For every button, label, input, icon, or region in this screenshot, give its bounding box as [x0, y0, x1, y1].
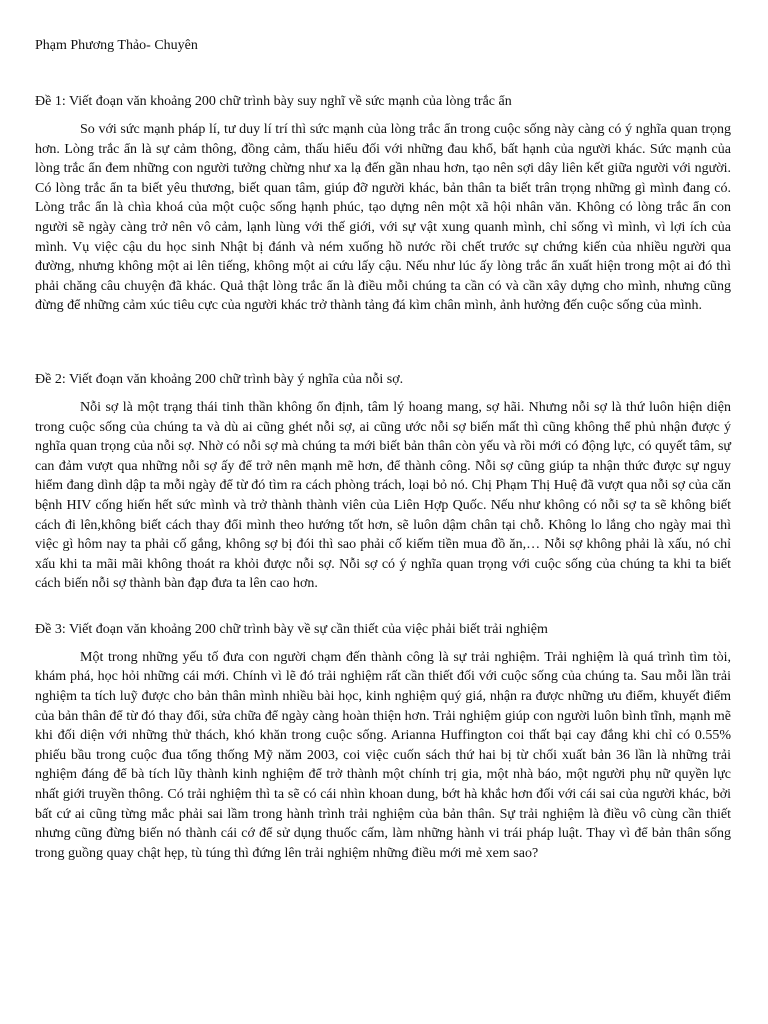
essay-body-2: Nỗi sợ là một trạng thái tinh thần không ổn định, tâm lý hoang mang, sợ hãi. Nhưng nỗi sợ là thứ luôn hiện diện trong cuộc sống của chúng ta và dù ai cũng ghét nỗi sợ, ai cũng ước nỗi sợ biến mất thì cũng không thể phủ nhận được ý nghĩa quan trọng của nỗi sợ. Nhờ có nỗi sợ mà chúng ta mới biết bản thân còn yếu và rồi mới có động lực, có quyết tâm, sự can đảm vượt qua những nỗi sợ ấy để trở nên mạnh mẽ hơn, để thành công. Nỗi sợ cũng giúp ta nhận thức được sự nguy hiểm đang dình dập ta mỗi ngày để từ đó tìm ra cách phòng trách, loại bỏ nó. Chị Phạm Thị Huệ đã vượt qua nỗi sợ của căn bệnh HIV cống hiến hết sức mình và trở thành thành viên của Liên Hợp Quốc. Nếu như không có nỗi sợ ta sẽ không biết cách đi lên,không biết cách thay đổi mình theo hướng tốt hơn, sẽ luôn dậm chân tại chỗ. Không lo lắng cho ngày mai thì việc gì hôm nay ta phải cố gắng, không sợ bị đói thì sao phải cố kiếm tiền mua đồ ăn,… Nỗi sợ không phải là xấu, nó chỉ xấu khi ta mãi mãi không thoát ra khỏi được nỗi sợ. Nỗi sợ có ý nghĩa quan trọng với cuộc sống của chúng ta khi ta biết cách biến nỗi sợ thành bàn đạp đưa ta lên cao hơn.	[35, 399, 731, 592]
essay-body-1: So với sức mạnh pháp lí, tư duy lí trí thì sức mạnh của lòng trắc ẩn trong cuộc sống này càng có ý nghĩa quan trọng hơn. Lòng trắc ẩn là sự cảm thông, đồng cảm, thấu hiểu đối với những đau khổ, bất hạnh của người khác. Sức mạnh của lòng trắc ẩn đem những con người tưởng chừng như xa lạ đến gần nhau hơn, tạo nên sợi dây liên kết giữa người với người. Có lòng trắc ẩn ta biết yêu thương, biết quan tâm, giúp đỡ người khác, bản thân ta biết trân trọng những gì mình đang có. Lòng trắc ẩn là chìa khoá của một cuộc sống hạnh phúc, tạo dựng nên một xã hội nhân văn. Không có lòng trắc ẩn con người sẽ ngày càng trở nên vô cảm, lạnh lùng với thế giới, với sự vật xung quanh mình, chỉ sống vì mình, vì lợi ích của mình. Vụ việc cậu du học sinh Nhật bị đánh và ném xuống hồ nước rồi chết trước sự chứng kiến của nhiều người qua đường, nhưng không một ai lên tiếng, không một ai cứu lấy cậu. Nếu như lúc ấy lòng trắc ẩn xuất hiện trong một ai đó thì phải chăng câu chuyện đã khác. Quả thật lòng trắc ẩn là điều mỗi chúng ta cần có và cần xây dựng cho mình, nhưng cũng đừng để những cảm xúc tiêu cực của người khác trở thành tảng đá kìm chân mình, ảnh hưởng đến cuộc sống của mình.	[35, 122, 731, 314]
essay-section-2	[35, 370, 731, 594]
author-line: Phạm Phương Thảo- Chuyên	[35, 38, 198, 53]
essay-body-3: Một trong những yếu tố đưa con người chạm đến thành công là sự trải nghiệm. Trải nghiệm là quá trình tìm tòi, khám phá, học hỏi những cái mới. Chính vì lẽ đó trải nghiệm rất cần thiết đối với cuộc sống của chúng ta. Sau mỗi lần trải nghiệm ta tích luỹ được cho bản thân mình nhiều bài học, kinh nghiệm quý giá, nhận ra được những ưu điểm, khuyết điểm của bản thân để từ đó thay đổi, sửa chữa để ngày càng hoàn thiện hơn. Trải nghiệm giúp con người luôn bình tĩnh, mạnh mẽ khi đối diện với những thử thách, khó khăn trong cuộc sống. Arianna Huffington coi thất bại cay đắng khi chỉ có 0.55% phiếu bầu trong cuộc đua tổng thống Mỹ năm 2003, coi việc cuốn sách thứ hai bị từ chối xuất bản 36 lần là những trải nghiệm đáng để bà tích lũy thành kinh nghiệm để trở thành một chính trị gia, một nhà báo, một người phụ nữ quyền lực nhất giới truyền thông. Có trải nghiệm thì ta sẽ có cái nhìn khoan dung, bớt hà khắc hơn đối với cái sai của người khác, bởi bất cứ ai cũng từng mắc phải sai lầm trong hành trình trải nghiệm của bản thân. Sự trải nghiệm là điều vô cùng cần thiết nhưng cũng đừng biến nó thành cái cớ để sử dụng thuốc cấm, làm những hành vi trái pháp luật. Thay vì để bản thân sống trong guồng quay chật hẹp, tù túng thì đứng lên trải nghiệm những điều mới mẻ xem sao?	[35, 649, 731, 861]
essay-prompt-1: Đề 1: Viết đoạn văn khoảng 200 chữ trình bày suy nghĩ về sức mạnh của lòng trắc ẩn	[35, 94, 512, 109]
essay-prompt-2: Đề 2: Viết đoạn văn khoảng 200 chữ trình bày ý nghĩa của nỗi sợ.	[35, 371, 404, 387]
essay-section-3	[35, 620, 731, 864]
essay-prompt-3: Đề 3: Viết đoạn văn khoảng 200 chữ trình bày về sự cần thiết của việc phải biết trải nghiệm	[35, 621, 548, 637]
essay-section-1	[35, 92, 731, 316]
